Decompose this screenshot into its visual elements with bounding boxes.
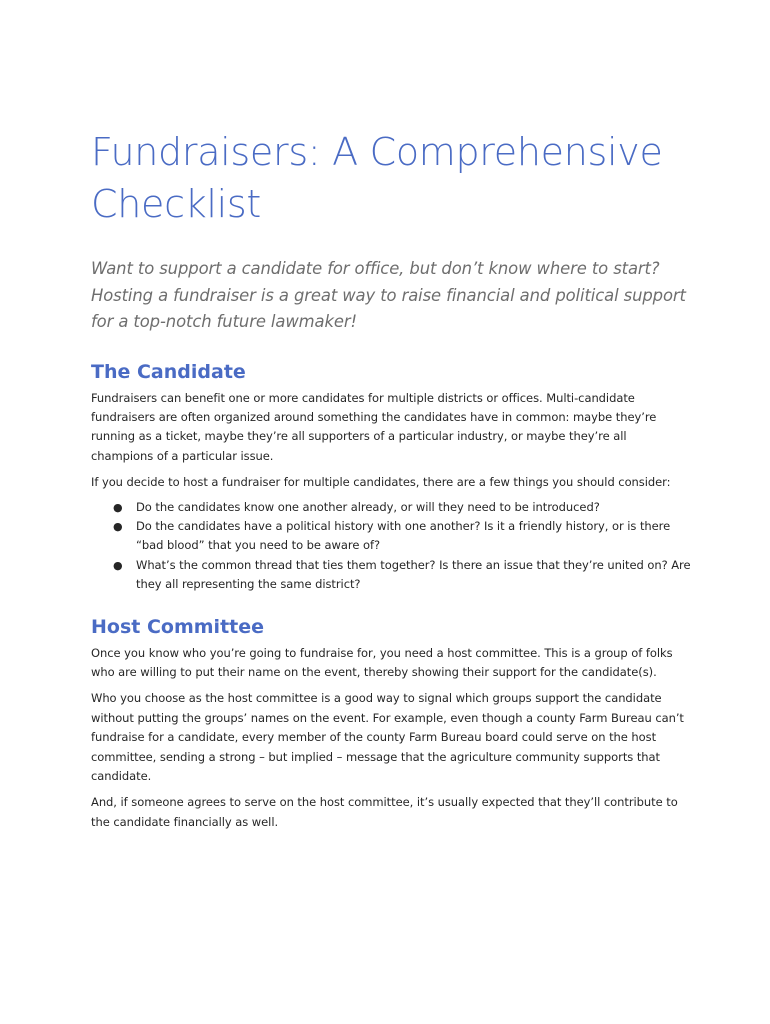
host-committee-paragraph-1: Once you know who you’re going to fundraise for, you need a host committee. This is a group of folks who are willing to put their name on the event, thereby showing their support for the candidate(s). <box>91 645 673 679</box>
list-item-text: Do the candidates have a political history with one another? Is it a friendly history, or is there “bad blood” that you need to be aware of? <box>136 518 671 553</box>
bullet-icon: ● <box>113 500 123 514</box>
document-subtitle: Want to support a candidate for office, but don’t know where to start? Hosting a fundraiser is a great way to raise financial and political support for a top-notch future lawmaker! <box>91 259 686 331</box>
section-heading-host-committee: Host Committee <box>91 615 265 638</box>
list-item <box>91 556 691 595</box>
candidate-considerations-list <box>91 498 691 595</box>
section-heading-the-candidate: The Candidate <box>91 360 246 383</box>
document-page <box>91 126 691 832</box>
candidate-paragraph-1: Fundraisers can benefit one or more candidates for multiple districts or offices. Multi-candidate fundraisers are often organized around something the candidates have in common: maybe they’re running as a ticket, maybe they’re all supporters of a particular industry, or maybe they’re all champions of a particular issue. <box>91 390 657 463</box>
list-item <box>91 517 691 556</box>
bullet-icon: ● <box>113 558 123 572</box>
list-item <box>91 498 691 517</box>
host-committee-paragraph-2: Who you choose as the host committee is a good way to signal which groups support the candidate without putting the groups’ names on the event. For example, even though a county Farm Bureau can’t fundraise for a candidate, every member of the county Farm Bureau board could serve on the host committee, sending a strong – but implied – message that the agriculture community supports that candidate. <box>91 691 684 783</box>
document-title: Fundraisers: A Comprehensive Checklist <box>91 130 663 226</box>
host-committee-paragraph-3: And, if someone agrees to serve on the host committee, it’s usually expected that they’ll contribute to the candidate financially as well. <box>91 795 678 829</box>
list-item-text: Do the candidates know one another already, or will they need to be introduced? <box>136 499 600 514</box>
candidate-paragraph-2: If you decide to host a fundraiser for multiple candidates, there are a few things you should consider: <box>91 475 671 490</box>
bullet-icon: ● <box>113 519 123 533</box>
list-item-text: What’s the common thread that ties them together? Is there an issue that they’re united on? Are they all representing the same district? <box>136 557 691 592</box>
